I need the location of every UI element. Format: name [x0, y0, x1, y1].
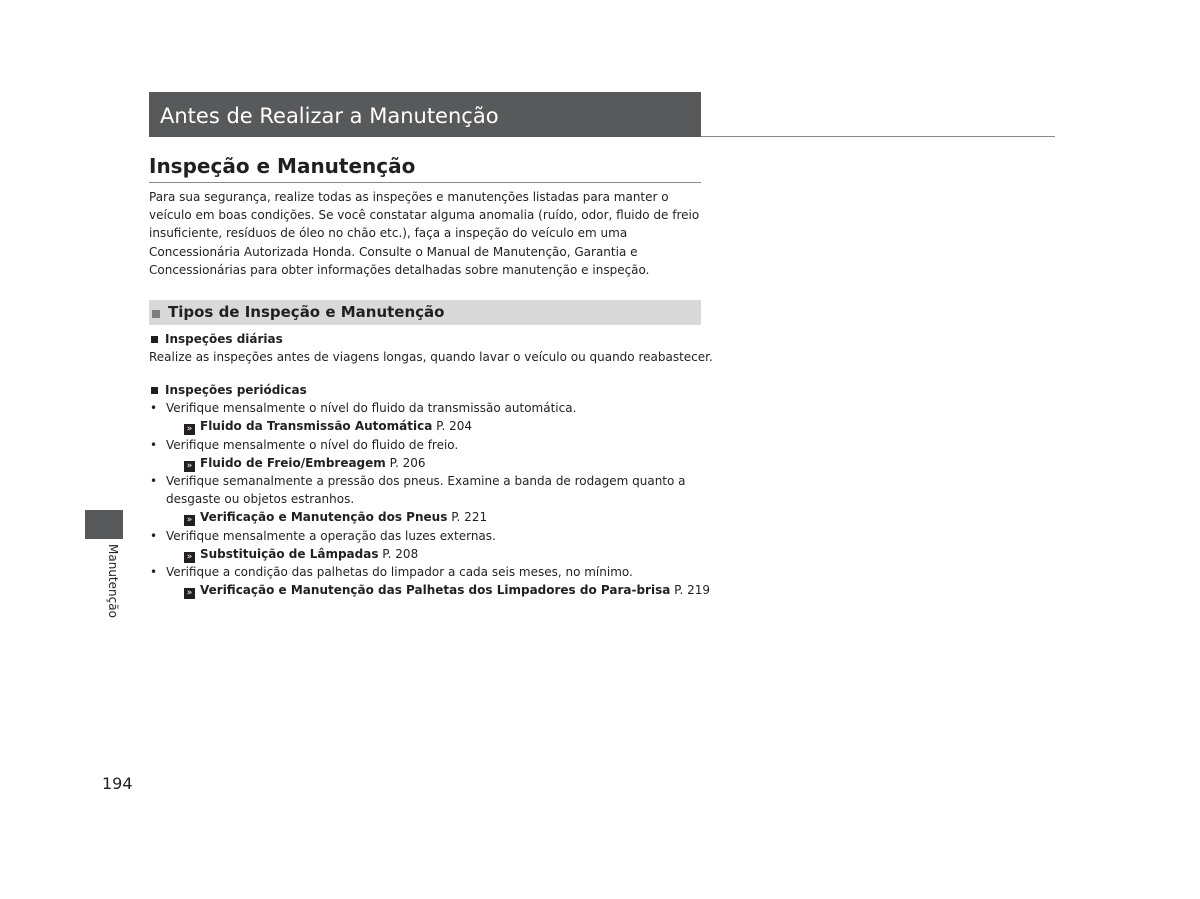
list-item	[149, 527, 709, 545]
list-item	[149, 436, 709, 454]
list-item-text: Verifique mensalmente o nível do fluido da transmissão automática.	[166, 401, 577, 416]
cross-reference-link[interactable]	[149, 417, 709, 435]
reference-arrow-icon: »	[184, 552, 195, 563]
bullet-icon: •	[150, 528, 158, 543]
periodic-heading: Inspeções periódicas	[165, 383, 307, 397]
square-bullet-icon	[151, 336, 158, 343]
page-number: 194	[102, 774, 133, 793]
list-item-text: Verifique semanalmente a pressão dos pneus. Examine a banda de rodagem quanto a	[166, 474, 686, 489]
side-tab-marker	[85, 510, 123, 539]
section-title: Inspeção e Manutenção	[149, 154, 416, 178]
cross-reference-link[interactable]	[149, 581, 709, 599]
chapter-title: Antes de Realizar a Manutenção	[160, 104, 499, 128]
square-bullet-icon	[151, 387, 158, 394]
subsection-header	[149, 300, 701, 325]
cross-reference-link[interactable]	[149, 508, 709, 526]
intro-paragraph: Para sua segurança, realize todas as inspeções e manutenções listadas para manter o veículo em boas condições. Se você constatar alguma anomalia (ruído, odor, fluido de freio insuficiente, resíduos de óleo no chão etc.), faça a inspeção do veículo em uma Concessionária Autorizada Honda. Consulte o Manual de Manutenção, Garantia e Concessionárias para obter informações detalhadas sobre manutenção e inspeção.	[149, 190, 700, 277]
reference-page: P. 204	[436, 419, 473, 434]
bullet-icon: •	[150, 474, 158, 489]
reference-arrow-icon: »	[184, 588, 195, 599]
daily-heading: Inspeções diárias	[165, 332, 283, 346]
reference-title: Verificação e Manutenção dos Pneus	[200, 510, 448, 525]
reference-title: Substituição de Lâmpadas	[200, 546, 379, 561]
reference-page: P. 206	[389, 455, 426, 470]
list-item-text: Verifique mensalmente a operação das luzes externas.	[166, 528, 496, 543]
reference-page: P. 208	[382, 546, 419, 561]
chapter-header	[149, 92, 701, 137]
cross-reference-link[interactable]	[149, 454, 709, 472]
list-item-text: Verifique a condição das palhetas do limpador a cada seis meses, no mínimo.	[166, 565, 633, 580]
reference-title: Fluido de Freio/Embreagem	[200, 455, 386, 470]
cross-reference-link[interactable]	[149, 545, 709, 563]
chapter-rule	[701, 136, 1055, 137]
bullet-icon: •	[150, 401, 158, 416]
list-item	[149, 563, 709, 581]
list-item	[149, 399, 709, 417]
reference-title: Verificação e Manutenção das Palhetas dos Limpadores do Para-brisa	[200, 583, 671, 598]
list-item	[149, 472, 709, 490]
reference-arrow-icon: »	[184, 461, 195, 472]
list-item-continuation: desgaste ou objetos estranhos.	[166, 492, 355, 507]
section-rule	[149, 182, 701, 183]
bullet-icon: •	[150, 437, 158, 452]
reference-title: Fluido da Transmissão Automática	[200, 419, 433, 434]
daily-inspections	[149, 330, 713, 366]
reference-arrow-icon: »	[184, 424, 195, 435]
bullet-icon: •	[150, 565, 158, 580]
reference-page: P. 221	[451, 510, 488, 525]
square-marker-icon	[152, 310, 160, 318]
daily-heading-row	[149, 330, 709, 348]
reference-page: P. 219	[674, 583, 711, 598]
list-item-text: Verifique mensalmente o nível do fluido de freio.	[166, 437, 459, 452]
reference-arrow-icon: »	[184, 515, 195, 526]
side-tab-label: Manutenção	[106, 544, 120, 618]
subsection-title: Tipos de Inspeção e Manutenção	[168, 303, 445, 321]
periodic-inspections	[149, 381, 709, 599]
periodic-heading-row	[149, 381, 709, 399]
daily-text: Realize as inspeções antes de viagens longas, quando lavar o veículo ou quando reabastecer.	[149, 350, 713, 365]
